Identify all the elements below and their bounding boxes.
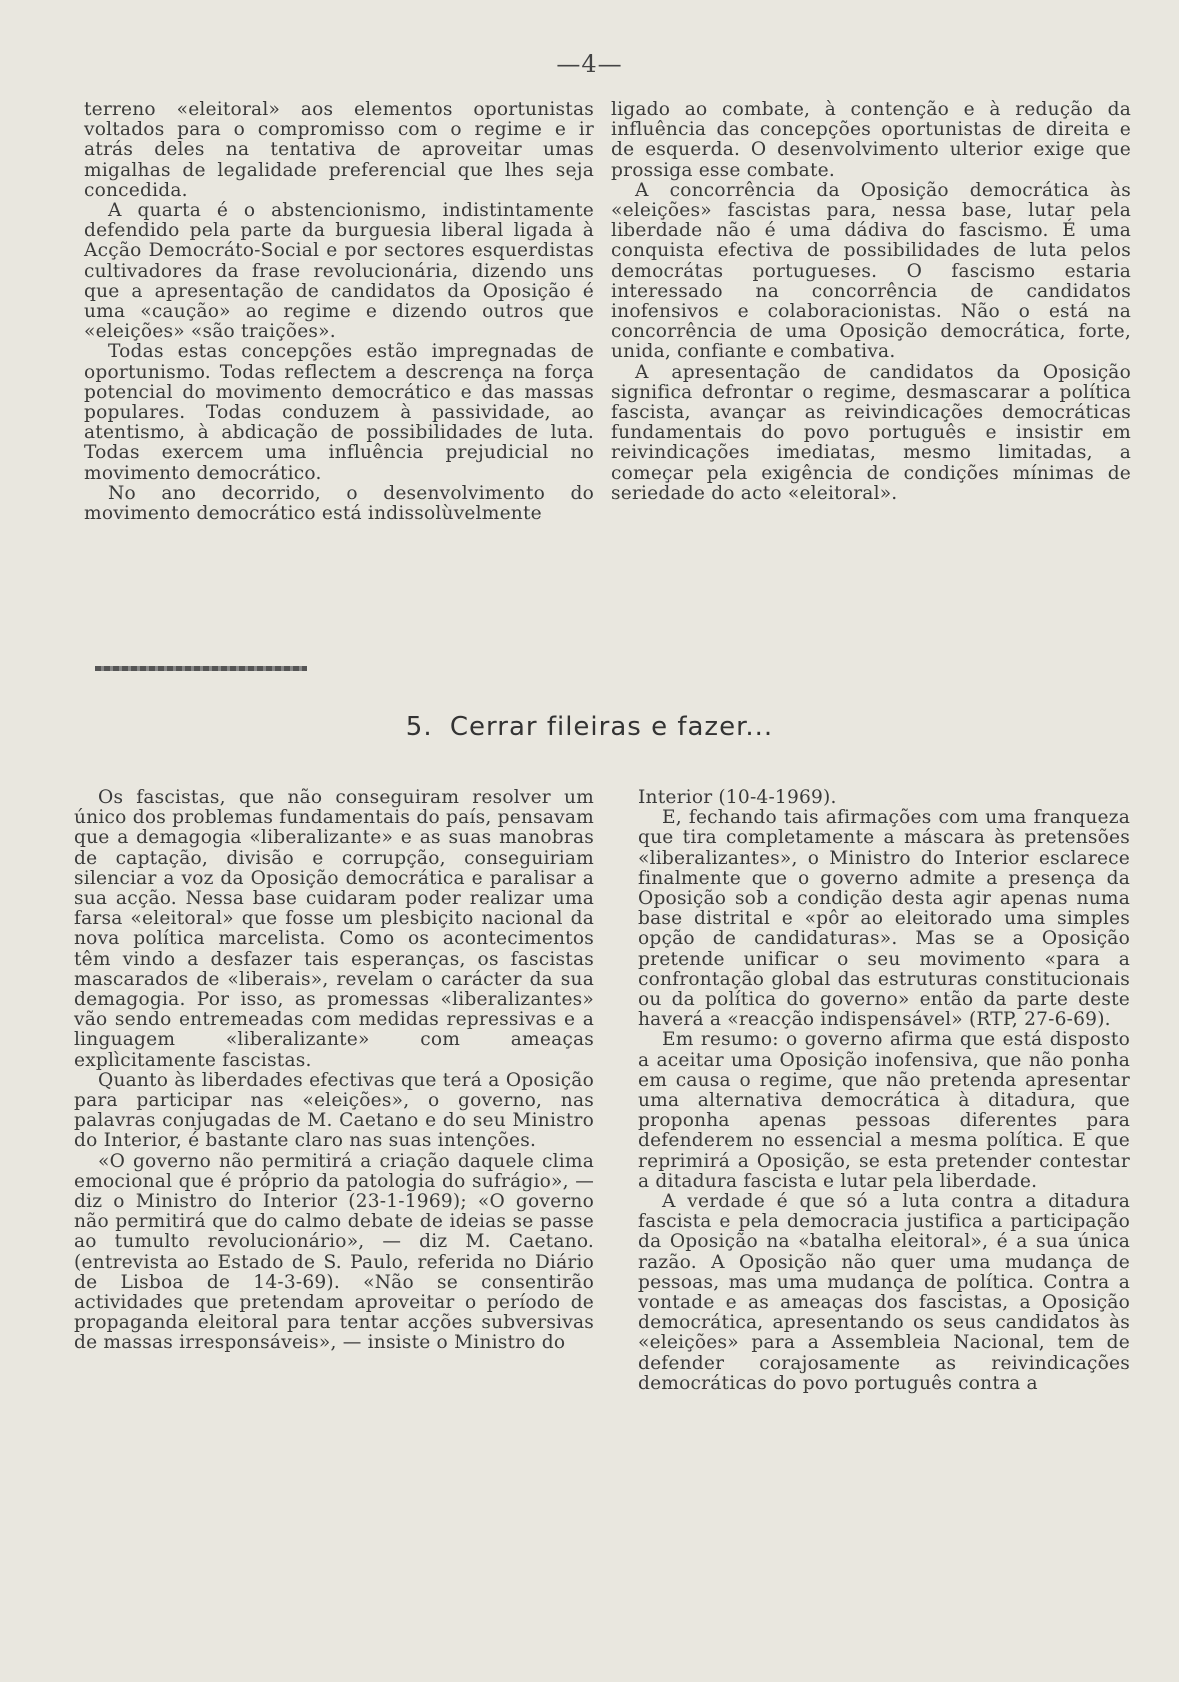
top-left-column [84, 100, 594, 524]
page-number: —4— [556, 50, 623, 78]
section-heading [0, 712, 1179, 742]
section-number: 5. [405, 712, 433, 742]
paragraph: A concorrência da Oposição democrática às «eleições» fascistas para, nessa base, lutar pela liberdade não é uma dádiva do fascismo. É uma conquista efectiva de possibilidades de luta pelos democrátas portugueses. O fascismo estaria interessado na concorrência de candidatos inofensivos e colaboracionistas. Não o está na concorrência de uma Oposição democrática, forte, unida, confiante e combativa. [611, 179, 1131, 363]
paragraph: «O governo não permitirá a criação daquele clima emocional que é próprio da patologia do sufrágio», — diz o Ministro do Interior (23-1-1969); «O governo não permitirá que do calmo debate de ideias se passe ao tumulto revolucionário», — diz M. Caetano. (entrevista ao Estado de S. Paulo, referida no Diário de Lisboa de 14-3-69). «Não se consentirão actividades que pretendam aproveitar o período de propaganda eleitoral para tentar acções subversivas de massas irresponsáveis», — insiste o Ministro do [74, 1150, 594, 1354]
paragraph: Os fascistas, que não conseguiram resolver um único dos problemas fundamentais do país, pensavam que a demagogia «liberalizante» e as suas manobras de captação, divisão e corrupção, conseguiriam silenciar a voz da Oposição democrática e paralisar a sua acção. Nessa base cuidaram poder realizar uma farsa «eleitoral» que fosse um plesbiçito nacional da nova política marcelista. Como os acontecimentos têm vindo a desfazer tais esperanças, os fascistas mascarados de «liberais», revelam o carácter da sua demagogia. Por isso, as promessas «liberalizantes» vão sendo entremeadas com medidas repressivas e a linguagem «liberalizante» com ameaças explìcitamente fascistas. [74, 787, 594, 1071]
paragraph: Em resumo: o governo afirma que está disposto a aceitar uma Oposição inofensiva, que não ponha em causa o regime, que não pretenda apresentar uma alternativa democrática à ditadura, que proponha apenas pessoas diferentes para defenderem no essencial a mesma política. E que reprimirá a Oposição, se esta pretender contestar a ditadura fascista e lutar pela liberdade. [638, 1029, 1130, 1192]
paragraph: Todas estas concepções estão impregnadas de oportunismo. Todas reflectem a descrença na força potencial do movimento democrático e das massas populares. Todas conduzem à passividade, ao atentismo, à abdicação de possibilidades de luta. Todas exercem uma influência prejudicial no movimento democrático. [84, 341, 594, 484]
paragraph: No ano decorrido, o desenvolvimento do movimento democrático está indissolùvelmente [84, 482, 594, 525]
bottom-left-column [74, 788, 594, 1354]
paragraph: E, fechando tais afirmações com uma franqueza que tira completamente a máscara às pretensões «liberalizantes», o Ministro do Interior esclarece finalmente que o governo admite a presença da Oposição sob a condição desta agir apenas numa base distrital e «pôr ao eleitorado uma simples opção de candidaturas». Mas se a Oposição pretende unificar o seu movimento «para a confrontação global das estruturas constitucionais ou da política do governo» então da parte deste haverá a «reacção indispensável» (RTP, 27-6-69). [638, 807, 1130, 1031]
paragraph: A quarta é o abstencionismo, indistintamente defendido pela parte da burguesia liberal ligada à Acção Democráto-Social e por sectores esquerdistas cultivadores da frase revolucionária, dizendo uns que a apresentação de candidatos da Oposição é uma «caução» ao regime e dizendo outros que «eleições» «são traições». [84, 200, 594, 343]
paragraph: A verdade é que só a luta contra a ditadura fascista e pela democracia justifica a participação da Oposição na «batalha eleitoral», é a sua única razão. A Oposição não quer uma mudança de pessoas, mas uma mudança de política. Contra a vontade e as ameaças dos fascistas, a Oposição democrática, apresentando os seus candidatos às «eleições» para a Assembleia Nacional, tem de defender corajosamente as reivindicações democráticas do povo português contra a [638, 1191, 1130, 1394]
paragraph: Quanto às liberdades efectivas que terá a Oposição para participar nas «eleições», o governo, nas palavras conjugadas de M. Caetano e do seu Ministro do Interior, é bastante claro nas suas intenções. [74, 1069, 594, 1152]
paragraph: Interior (10-4-1969). [638, 787, 837, 808]
paragraph: terreno «eleitoral» aos elementos oportunistas voltados para o compromisso com o regime e ir atrás deles na tentativa de aproveitar umas migalhas de legalidade preferencial que lhes seja concedida. [84, 99, 594, 201]
column-end-rule [95, 666, 307, 671]
section-title: Cerrar fileiras e fazer... [449, 712, 774, 742]
paragraph: A apresentação de candidatos da Oposição significa defrontar o regime, desmascarar a política fascista, avançar as reivindicações democráticas fundamentais do povo português e insistir em reivindicações imediatas, mesmo limitadas, a começar pela exigência de condições mínimas de seriedade do acto «eleitoral». [611, 361, 1131, 504]
paragraph: ligado ao combate, à contenção e à redução da influência das concepções oportunistas de direita e de esquerda. O desenvolvimento ulterior exige que prossiga esse combate. [611, 99, 1131, 181]
bottom-right-column [638, 788, 1130, 1394]
top-right-column [611, 100, 1131, 504]
